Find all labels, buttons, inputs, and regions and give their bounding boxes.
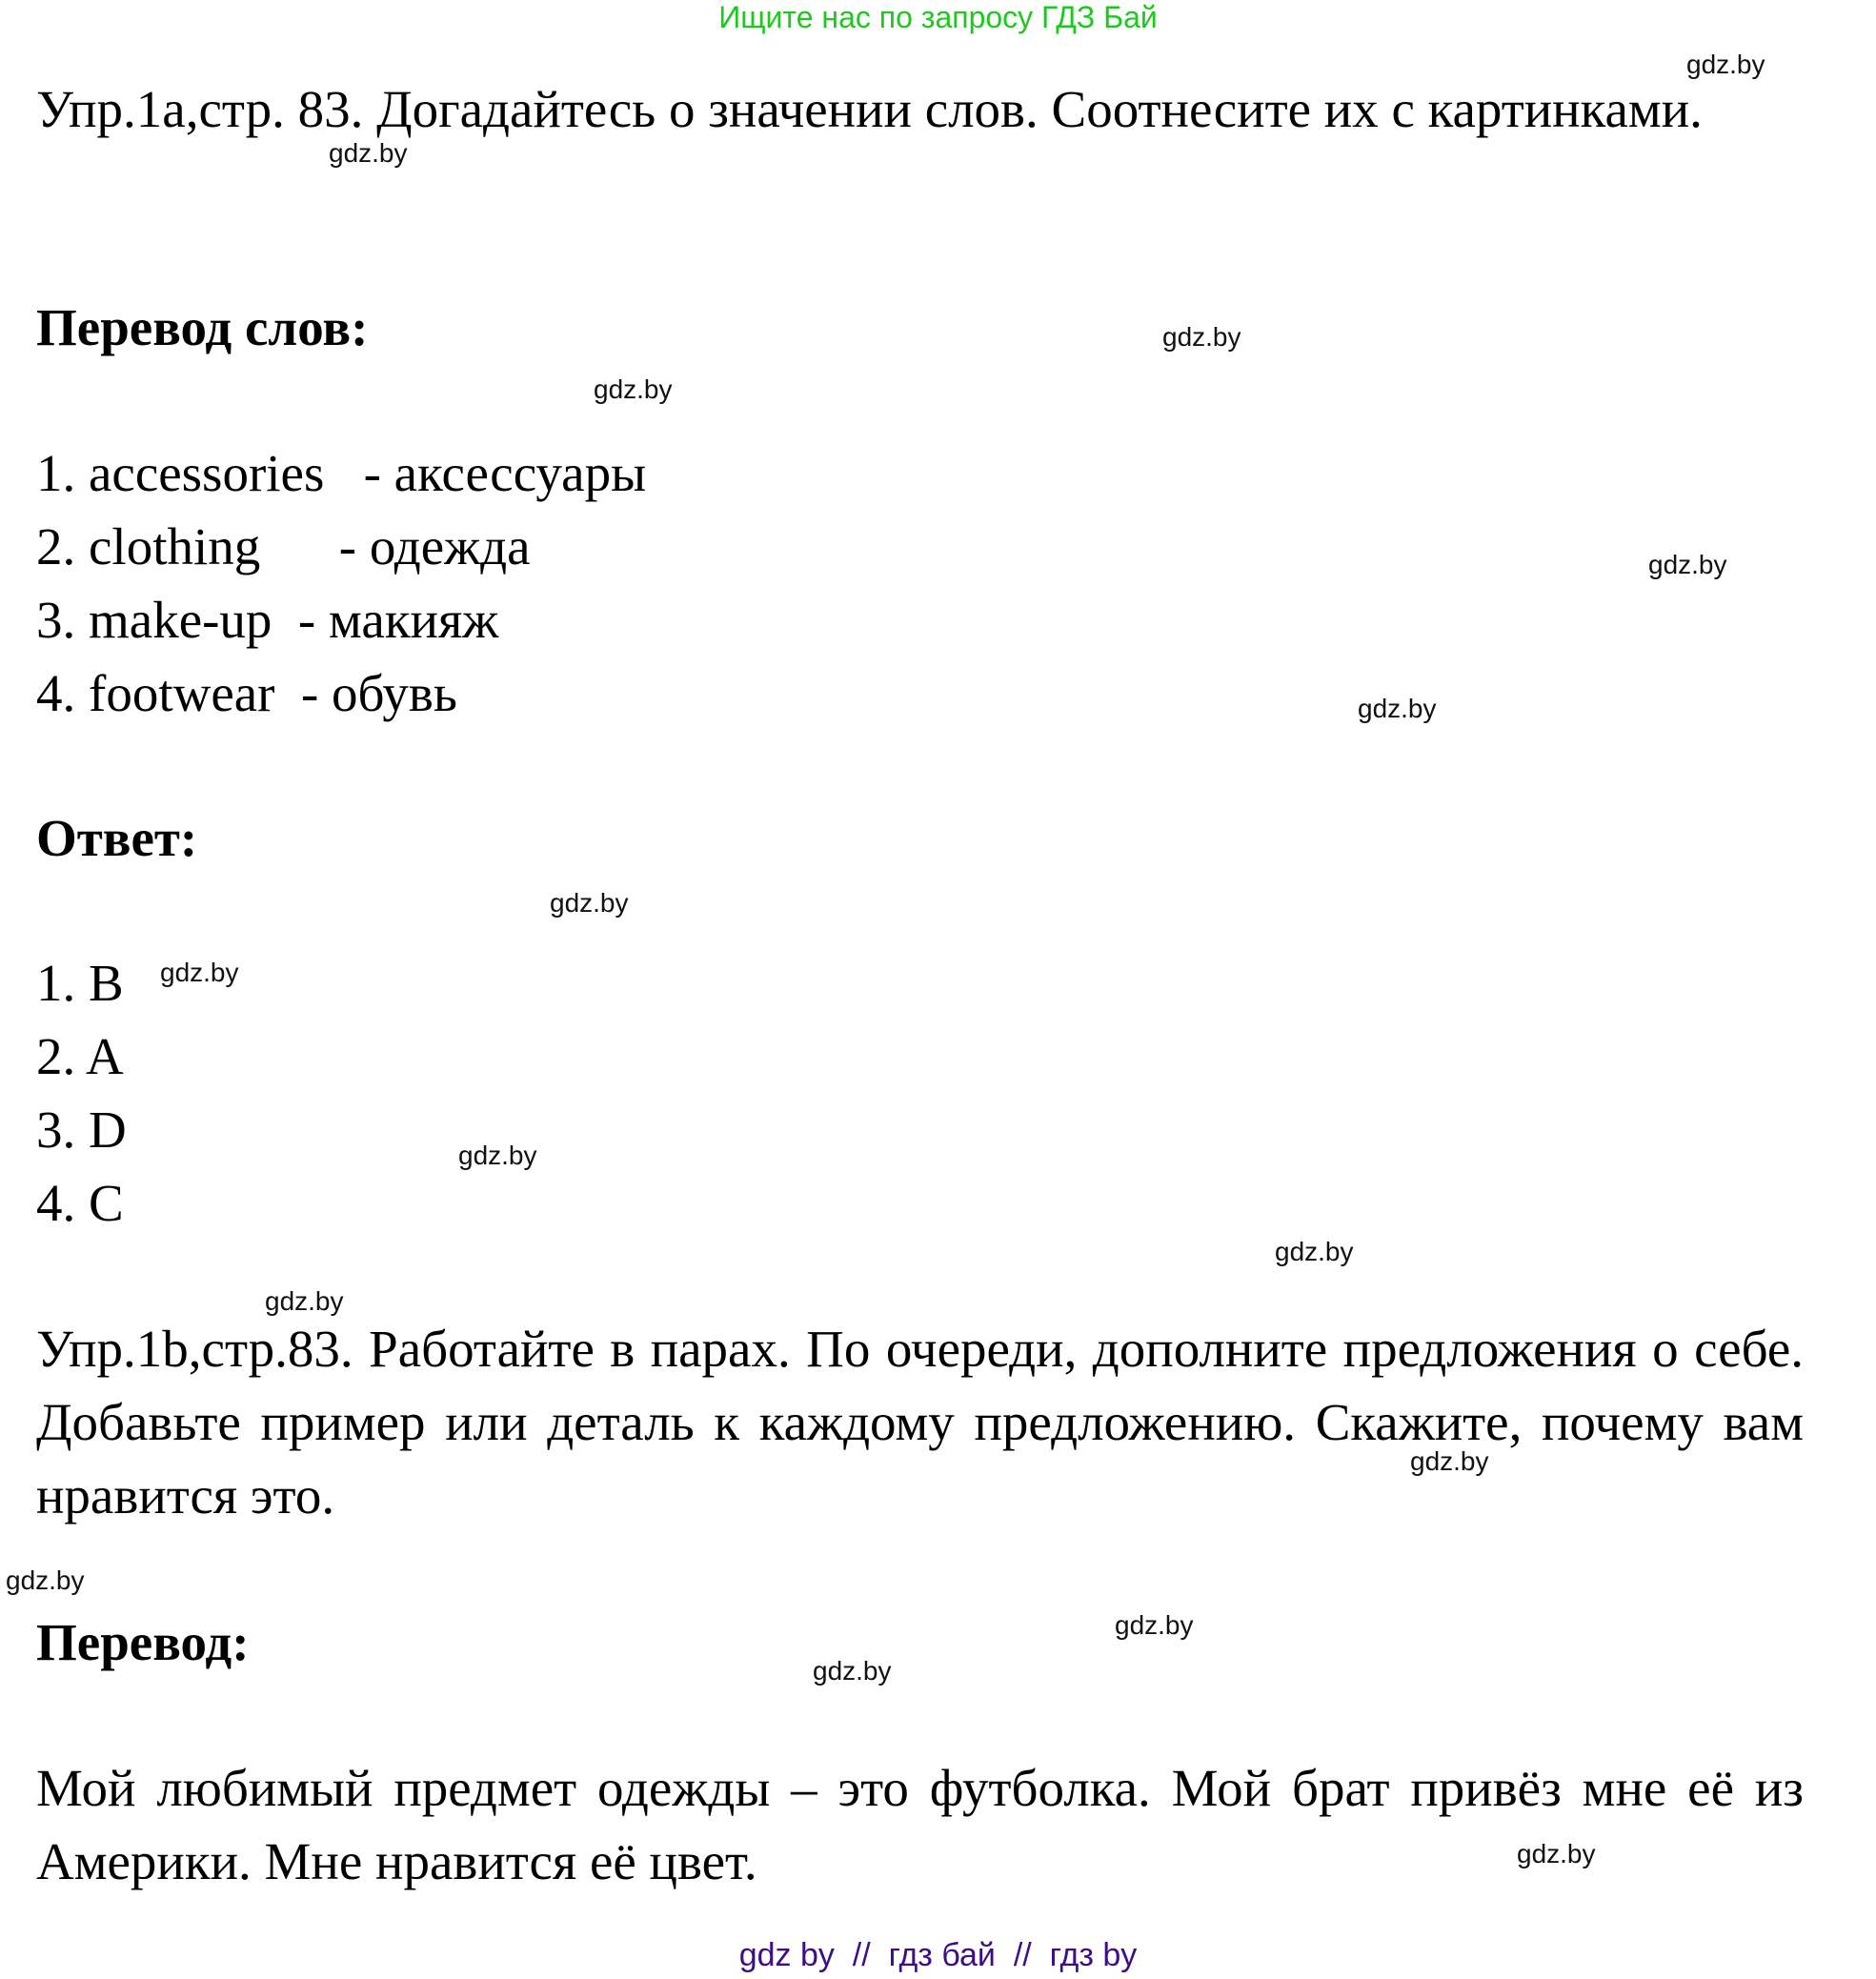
exercise-1a-title: Упр.1a,стр. 83. Догадайтесь о значении слов. Соотнесите их с картинками. [36, 80, 1703, 138]
watermark: gdz.by [1275, 1237, 1354, 1266]
answer-item: 2. A [36, 1027, 124, 1085]
answer-item: 1. B [36, 954, 124, 1012]
word-item: 3. make-up - макияж [36, 591, 499, 649]
watermark: gdz.by [265, 1286, 344, 1316]
word-translation-heading: Перевод слов: [36, 298, 369, 356]
watermark: gdz.by [6, 1565, 85, 1595]
watermark: gdz.by [1517, 1839, 1596, 1868]
watermark: gdz.by [594, 374, 673, 404]
watermark: gdz.by [329, 138, 408, 168]
exercise-1b-title: Упр.1b,стр.83. Работайте в парах. По очереди, дополните предложения о себе. Добавьте пример или деталь к каждому предложению. Скажите, почему вам нравится это. [36, 1320, 1804, 1525]
search-banner: Ищите нас по запросу ГДЗ Бай [718, 0, 1158, 34]
word-item: 4. footwear - обувь [36, 664, 457, 722]
word-list [36, 436, 646, 730]
watermark: gdz.by [1162, 322, 1241, 352]
word-item: 1. accessories - аксессуары [36, 444, 647, 502]
translation-heading: Перевод: [36, 1613, 250, 1671]
answer-item: 3. D [36, 1101, 127, 1159]
answer-heading: Ответ: [36, 809, 198, 867]
watermark: gdz.by [813, 1656, 892, 1686]
word-item: 2. clothing - одежда [36, 517, 531, 576]
watermark: gdz.by [458, 1141, 537, 1170]
answer-item: 4. C [36, 1174, 124, 1232]
watermark: gdz.by [1115, 1610, 1194, 1640]
watermark: gdz.by [1410, 1446, 1489, 1476]
watermark: gdz.by [1358, 694, 1437, 723]
answer-list [36, 946, 127, 1240]
footer-links: gdz by // гдз бай // гдз by [738, 1937, 1138, 1973]
watermark: gdz.by [1648, 550, 1727, 579]
watermark: gdz.by [550, 888, 629, 918]
watermark: gdz.by [160, 958, 239, 987]
translation-text: Мой любимый предмет одежды – это футболка. Мой брат привёз мне её из Америки. Мне нравится её цвет. [36, 1759, 1804, 1890]
watermark: gdz.by [1686, 50, 1765, 79]
